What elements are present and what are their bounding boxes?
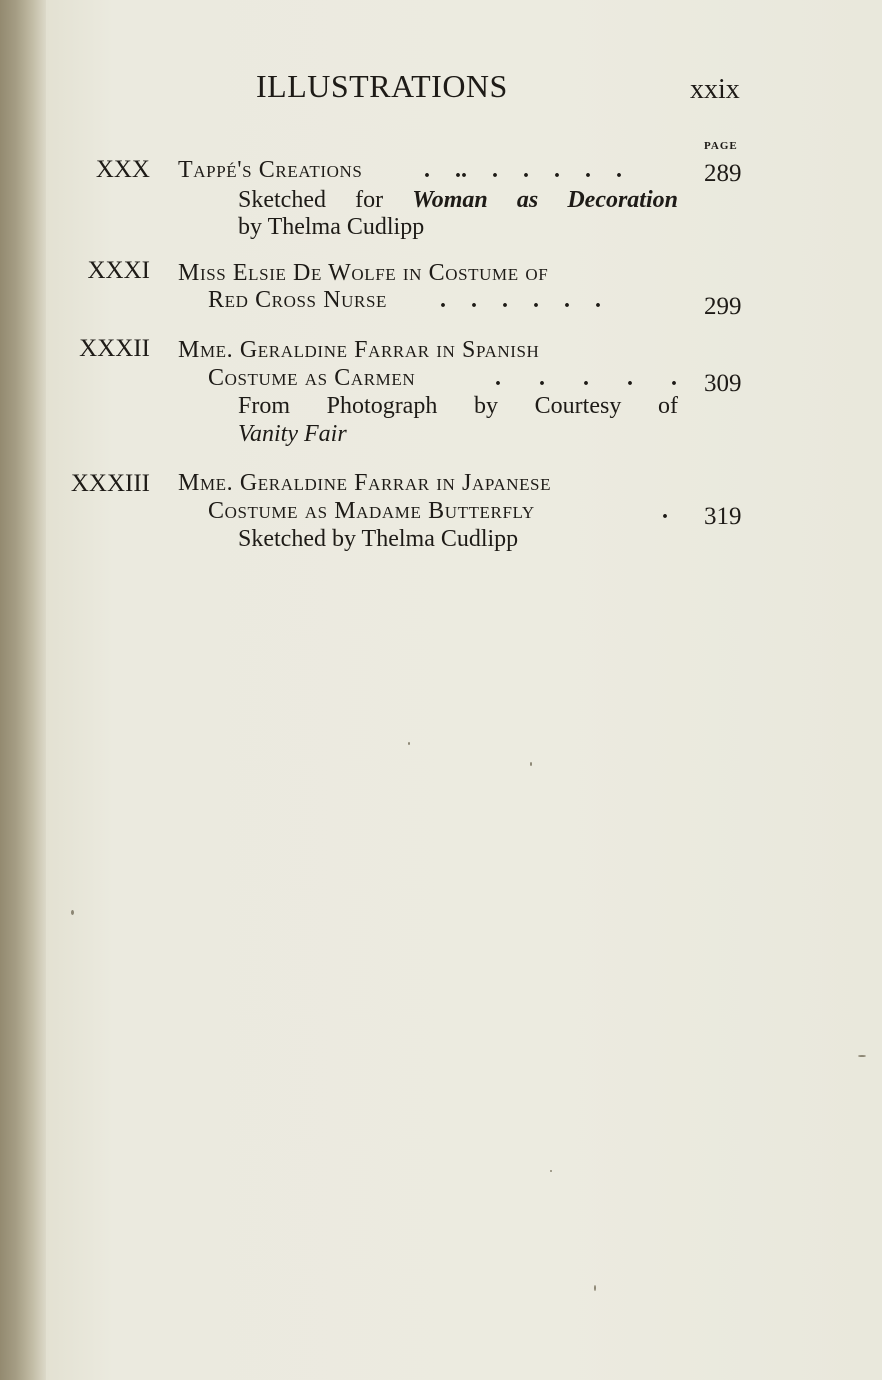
leader-dots: . . . . .: [495, 365, 677, 391]
entry-title: Miss Elsie De Wolfe in Costume of: [178, 260, 549, 286]
entry-note: [238, 187, 678, 214]
entry-page: 289: [704, 160, 742, 187]
entry-title: Costume as Carmen: [208, 365, 416, 391]
leader-dots: .: [662, 498, 668, 524]
entry-note: Vanity Fair: [238, 421, 347, 447]
entry-title: Mme. Geraldine Farrar in Japanese: [178, 470, 552, 496]
entry-numeral: XXXIII: [70, 470, 150, 497]
entry-note: Sketched by Thelma Cudlipp: [238, 526, 519, 552]
paper-speck: [408, 742, 410, 745]
entry-page: 319: [704, 503, 742, 530]
entry-numeral: XXXI: [87, 257, 150, 284]
note-italic: Woman as Decoration: [412, 187, 678, 213]
entry-numeral: XXXII: [79, 335, 150, 362]
entry-numeral: XXX: [95, 156, 150, 183]
leader-dots: . .. . . . . .: [424, 157, 622, 183]
page-heading: ILLUSTRATIONS: [256, 68, 508, 104]
paper-speck: [71, 910, 74, 915]
paper-speck: [858, 1055, 866, 1057]
entry-page: 309: [704, 370, 742, 397]
book-spine-shadow: [0, 0, 46, 1380]
note-text: Sketched for: [238, 187, 413, 213]
page-number: xxix: [690, 74, 740, 105]
entry-page: 299: [704, 293, 742, 320]
page-column-label: PAGE: [704, 140, 738, 152]
leader-dots: . . . . . .: [440, 287, 601, 313]
entry-note: From Photograph by Courtesy of: [238, 393, 678, 419]
entry-title: Costume as Madame Butterfly: [208, 498, 535, 524]
entry-note: by Thelma Cudlipp: [238, 214, 425, 240]
entry-title: Tappé's Creations: [178, 157, 363, 183]
paper-speck: [550, 1170, 552, 1172]
entry-title: Mme. Geraldine Farrar in Spanish: [178, 337, 540, 363]
entry-title: Red Cross Nurse: [208, 287, 387, 313]
paper-speck: [594, 1285, 596, 1291]
paper-speck: [530, 762, 532, 766]
